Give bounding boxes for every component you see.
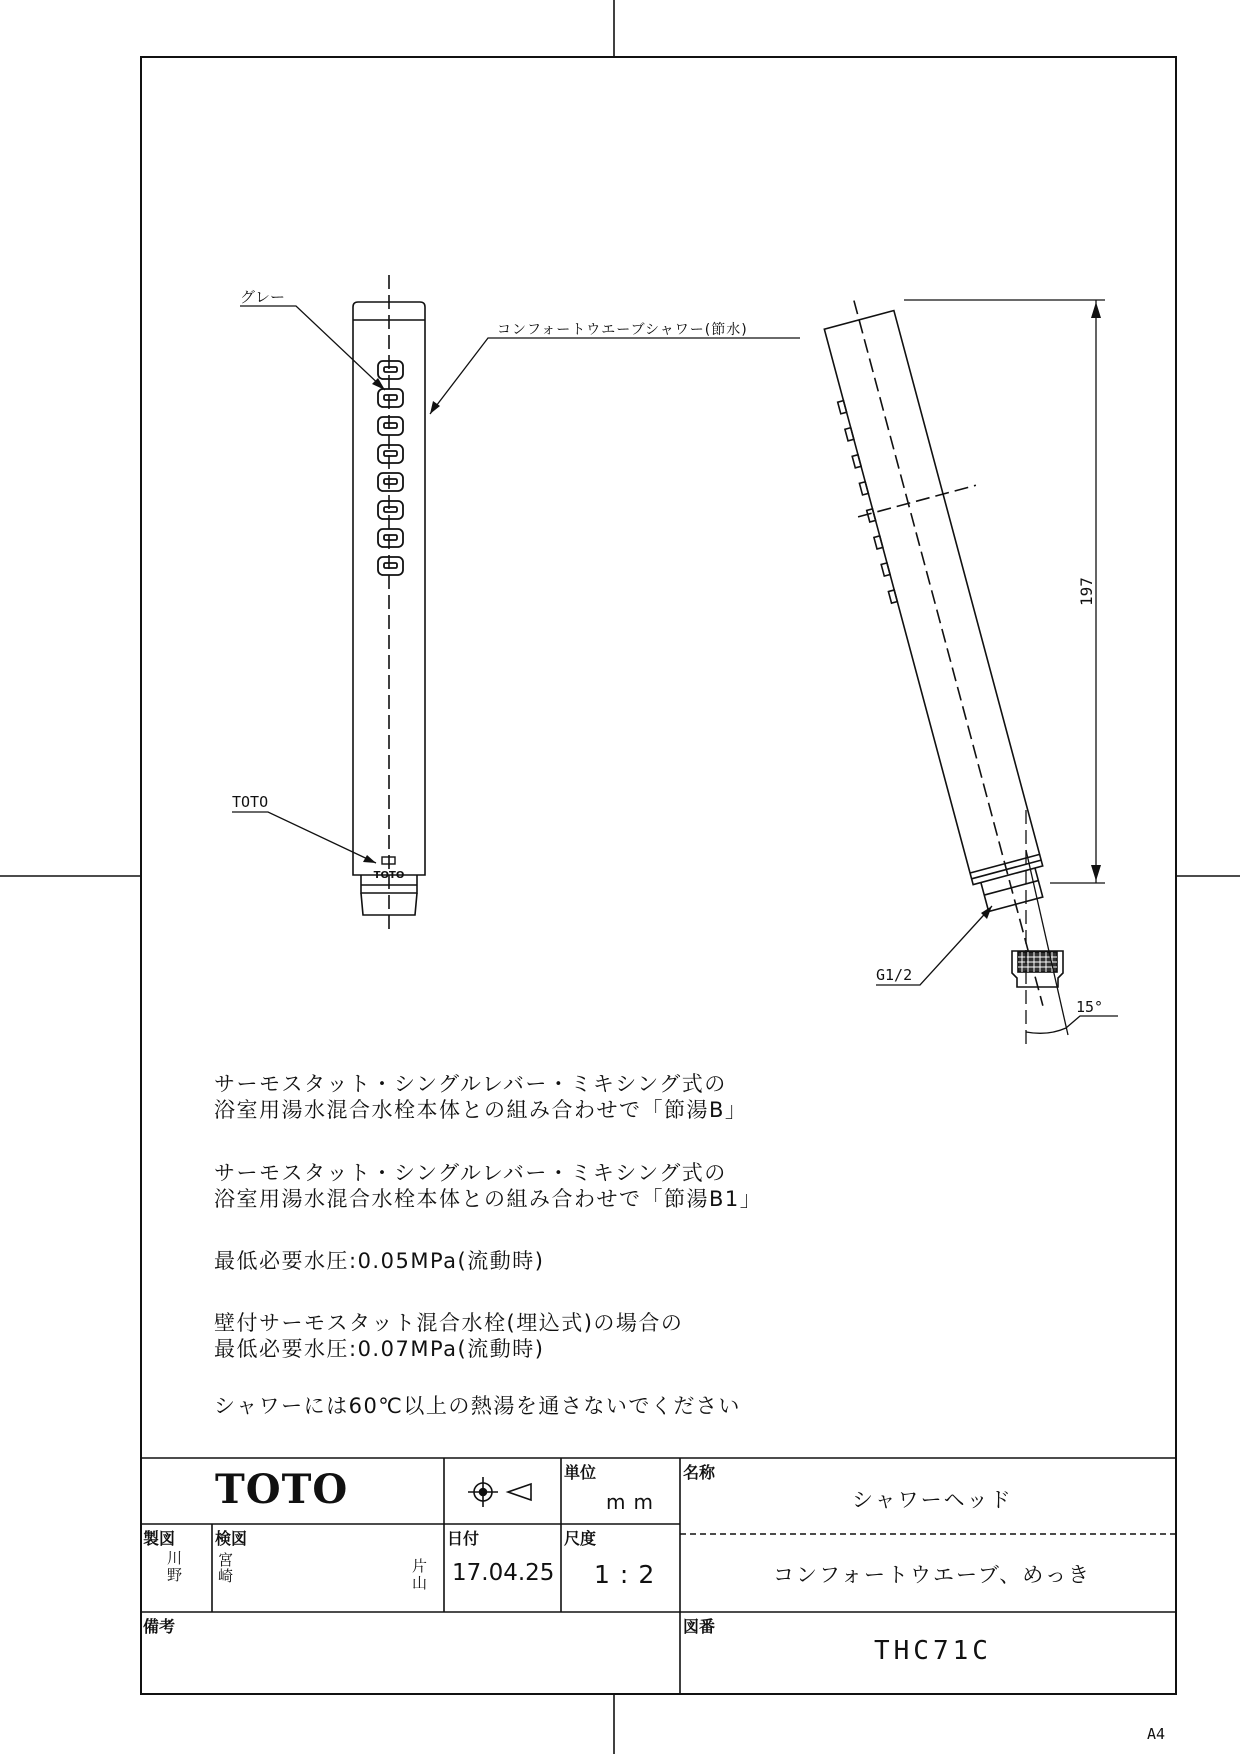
note-wall-mixer-pressure: 壁付サーモスタット混合水栓(埋込式)の場合の 最低必要水圧:0.07MPa(流動時) xyxy=(214,1311,684,1361)
front-view xyxy=(353,275,425,935)
company-logo: TOTO xyxy=(215,1466,349,1513)
angle-dimension xyxy=(1026,810,1118,1045)
sheet-border xyxy=(141,57,1176,1694)
name-value: シャワーヘッド xyxy=(852,1488,1013,1512)
angle-label: 15° xyxy=(1076,998,1104,1016)
remarks-label: 備考 xyxy=(143,1617,176,1636)
side-view xyxy=(804,282,1111,1019)
thread-label: G1/2 xyxy=(876,966,913,984)
body-logo-text: TOTO xyxy=(373,870,405,881)
unit-label: 単位 xyxy=(564,1463,597,1482)
callout-toto: TOTO xyxy=(232,793,269,811)
note-sekiyu-b1: サーモスタット・シングルレバー・ミキシング式の 浴室用湯水混合水栓本体との組み合わせで「節湯B1」 xyxy=(214,1161,763,1211)
projection-symbol-icon xyxy=(468,1477,531,1507)
scale-label: 尺度 xyxy=(564,1529,597,1548)
note-min-pressure: 最低必要水圧:0.05MPa(流動時) xyxy=(214,1249,545,1273)
drawing-number: THC71C xyxy=(874,1636,992,1666)
drafted-by: 川野 xyxy=(167,1549,183,1584)
callout-product: コンフォートウエーブシャワー(節水) xyxy=(497,322,748,338)
front-callout-arrows xyxy=(363,378,440,863)
front-callout-leaders xyxy=(232,306,800,863)
drawing-number-label: 図番 xyxy=(683,1617,716,1636)
spray-nozzles-front xyxy=(378,361,403,575)
scale-value: 1:2 xyxy=(594,1560,665,1589)
date-value: 17.04.25 xyxy=(452,1560,555,1586)
sheet-size: A4 xyxy=(1147,1725,1166,1743)
note-sekiyu-b: サーモスタット・シングルレバー・ミキシング式の 浴室用湯水混合水栓本体との組み合わせで「節湯B」 xyxy=(214,1072,748,1122)
spray-nozzles-side xyxy=(838,401,898,603)
checked-by-secondary: 片山 xyxy=(412,1557,428,1592)
drafted-label: 製図 xyxy=(143,1529,176,1548)
dimension-length: 197 xyxy=(1077,577,1096,606)
note-hot-water-warning: シャワーには60℃以上の熱湯を通さないでください xyxy=(214,1394,741,1418)
length-dimension xyxy=(904,300,1105,883)
unit-value: mm xyxy=(606,1490,661,1514)
callout-grey: グレー xyxy=(240,288,286,306)
side-centerline xyxy=(854,301,1043,1006)
date-label: 日付 xyxy=(447,1529,480,1548)
name-label: 名称 xyxy=(683,1463,716,1482)
checked-label: 検図 xyxy=(215,1529,248,1548)
product-description: コンフォートウエーブ、めっき xyxy=(773,1563,1092,1587)
checked-by: 宮崎 xyxy=(218,1551,234,1585)
